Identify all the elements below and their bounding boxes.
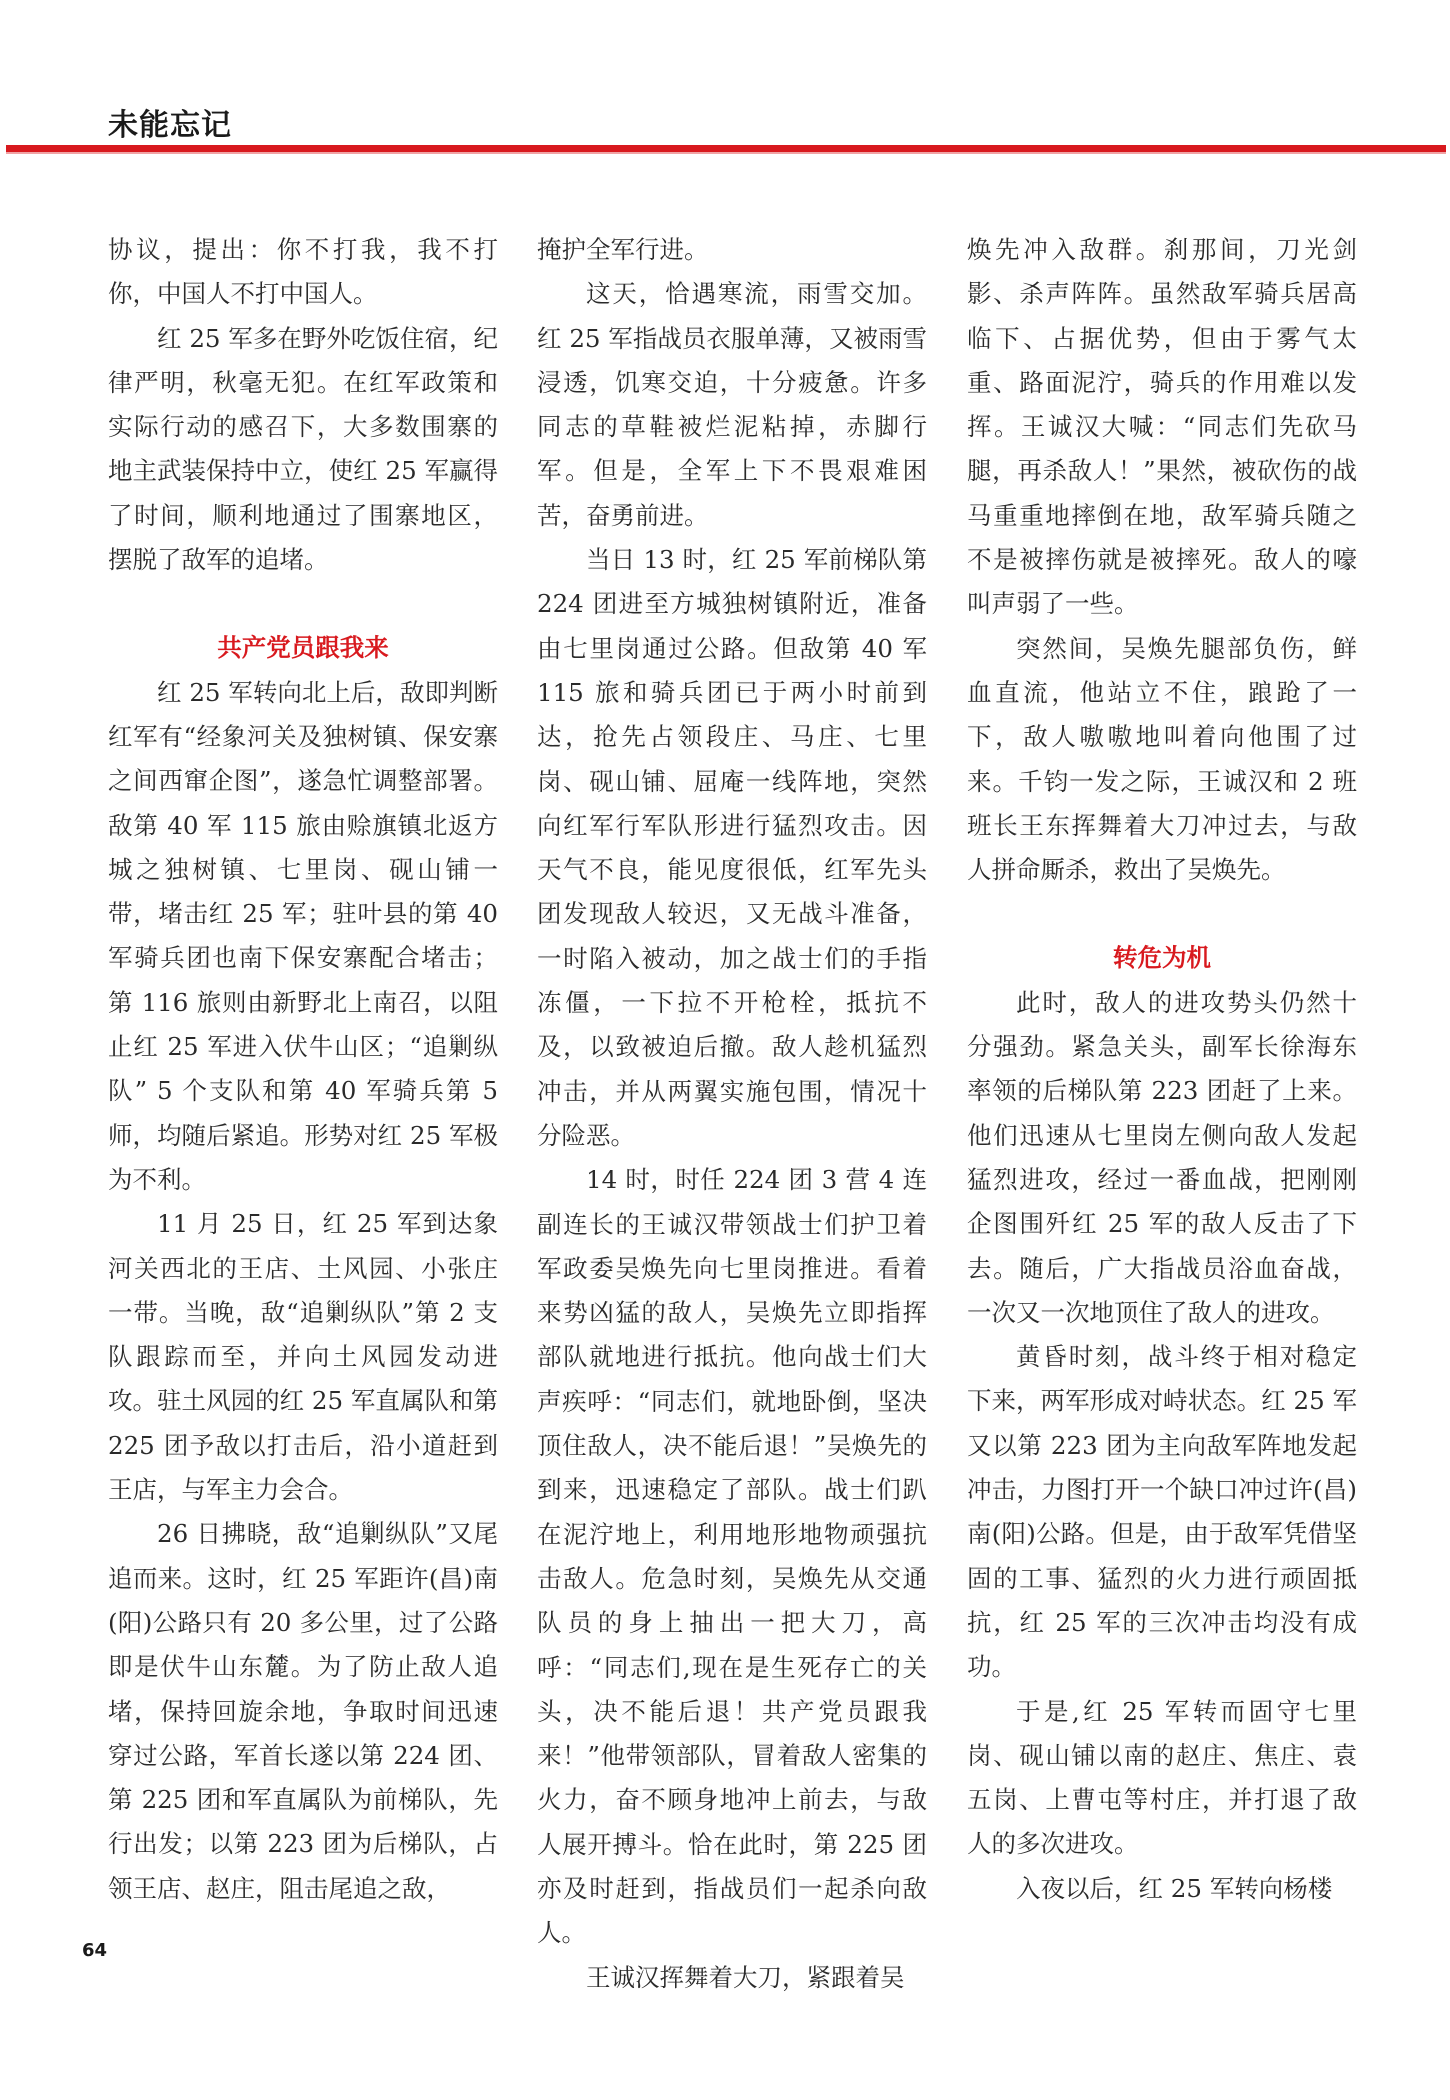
body-paragraph: 入夜以后，红 25 军转向杨楼 xyxy=(1016,1873,1333,1903)
body-paragraph: 此时，敌人的进攻势头仍然十分强劲。紧急关头，副军长徐海东率领的后梯队第 223 团赶了上来。他们迅速从七里岗左侧向敌人发起猛烈进攻，经过一番血战，把刚刚企图围歼红 25 军的敌人反击了下去。随后，广大指战员浴血奋战，一次又一次地顶住了敌人的进攻。 xyxy=(967,987,1357,1327)
body-paragraph: 14 时，时任 224 团 3 营 4 连副连长的王诚汉带领战士们护卫着军政委吴焕先向七里岗推进。看着来势凶猛的敌人，吴焕先立即指挥部队就地进行抵抗。他向战士们大声疾呼：“同志们，就地卧倒，坚决顶住敌人，决不能后退！”吴焕先的到来，迅速稳定了部队。战士们趴在泥泞地上，利用地形地物顽强抗击敌人。危急时刻，吴焕先从交通队员的身上抽出一把大刀，高呼：“同志们,现在是生死存亡的关头，决不能后退！共产党员跟我来！”他带领部队，冒着敌人密集的火力，奋不顾身地冲上前去，与敌人展开搏斗。恰在此时，第 225 团亦及时赶到，指战员们一起杀向敌人。 xyxy=(537,1165,927,1948)
header-rule xyxy=(6,145,1446,152)
body-paragraph: 突然间，吴焕先腿部负伤，鲜血直流，他站立不住，踉跄了一下，敌人嗷嗷地叫着向他围了过来。千钧一发之际，王诚汉和 2 班班长王东挥舞着大刀冲过去，与敌人拼命厮杀，救出了吴焕先。 xyxy=(967,633,1357,885)
body-paragraph: 掩护全军行进。 xyxy=(537,235,709,264)
body-paragraph: 王诚汉挥舞着大刀，紧跟着吴 xyxy=(586,1962,905,1992)
body-paragraph: 红 25 军转向北上后，敌即判断红军有“经象河关及独树镇、保安寨之间西窜企图”，遂急忙调整部署。敌第 40 军 115 旅由赊旗镇北返方城之独树镇、七里岗、砚山铺一带，堵击红 25 军；驻叶县的第 40 军骑兵团也南下保安寨配合堵击；第 116 旅则由新野北上南召，以阻止红 25 军进入伏牛山区；“追剿纵队” 5 个支队和第 40 军骑兵第 5 师，均随后紧追。形势对红 25 军极为不利。 xyxy=(108,677,498,1194)
section-heading: 共产党员跟我来 xyxy=(217,633,389,663)
body-paragraph: 26 日拂晓，敌“追剿纵队”又尾追而来。这时，红 25 军距许(昌)南(阳)公路只有 20 多公里，过了公路即是伏牛山东麓。为了防止敌人追堵，保持回旋余地，争取时间迅速穿过公路，军首长遂以第 224 团、第 225 团和军直属队为前梯队，先行出发；以第 223 团为后梯队，占领王店、赵庄，阻击尾追之敌， xyxy=(108,1519,498,1903)
body-paragraph: 这天，恰遇寒流，雨雪交加。红 25 军指战员衣服单薄，又被雨雪浸透，饥寒交迫，十分疲惫。许多同志的草鞋被烂泥粘掉，赤脚行军。但是，全军上下不畏艰难困苦，奋勇前进。 xyxy=(537,279,927,530)
header-title: 未能忘记 xyxy=(108,108,232,143)
header-rule-shadow xyxy=(6,152,1446,154)
text-column-2 xyxy=(537,228,927,2000)
text-column-1 xyxy=(108,228,498,1911)
section-heading: 转危为机 xyxy=(1113,943,1211,973)
body-paragraph: 当日 13 时，红 25 军前梯队第 224 团进至方城独树镇附近，准备由七里岗通过公路。但敌第 40 军 115 旅和骑兵团已于两小时前到达，抢先占领段庄、马庄、七里岗、砚山铺、屈庵一线阵地，突然向红军行军队形进行猛烈攻击。因天气不良，能见度很低，红军先头团发现敌人较迟，又无战斗准备，一时陷入被动，加之战士们的手指冻僵，一下拉不开枪栓，抵抗不及，以致被迫后撤。敌人趁机猛烈冲击，并从两翼实施包围，情况十分险恶。 xyxy=(537,545,927,1150)
body-paragraph: 11 月 25 日，红 25 军到达象河关西北的王店、土风园、小张庄一带。当晚，敌“追剿纵队”第 2 支队跟踪而至，并向土风园发动进攻。驻土风园的红 25 军直属队和第 225 团予敌以打击后，沿小道赶到王店，与军主力会合。 xyxy=(108,1209,498,1505)
text-column-3 xyxy=(967,228,1357,1911)
body-paragraph: 焕先冲入敌群。刹那间，刀光剑影、杀声阵阵。虽然敌军骑兵居高临下、占据优势，但由于雾气太重、路面泥泞，骑兵的作用难以发挥。王诚汉大喊：“同志们先砍马腿，再杀敌人！”果然，被砍伤的战马重重地摔倒在地，敌军骑兵随之不是被摔伤就是被摔死。敌人的嚎叫声弱了一些。 xyxy=(967,235,1357,619)
body-paragraph: 协议，提出：你不打我，我不打你，中国人不打中国人。 xyxy=(108,235,498,309)
body-paragraph: 黄昏时刻，战斗终于相对稳定下来，两军形成对峙状态。红 25 军又以第 223 团为主向敌军阵地发起冲击，力图打开一个缺口冲过许(昌)南(阳)公路。但是，由于敌军凭借坚固的工事、猛烈的火力进行顽固抵抗，红 25 军的三次冲击均没有成功。 xyxy=(967,1342,1357,1682)
body-paragraph: 于是,红 25 军转而固守七里岗、砚山铺以南的赵庄、焦庄、袁五岗、上曹屯等村庄，并打退了敌人的多次进攻。 xyxy=(967,1696,1357,1859)
page-number: 64 xyxy=(82,1940,108,1961)
body-paragraph: 红 25 军多在野外吃饭住宿，纪律严明，秋毫无犯。在红军政策和实际行动的感召下，大多数围寨的地主武装保持中立，使红 25 军赢得了时间，顺利地通过了围寨地区，摆脱了敌军的追堵。 xyxy=(108,323,498,575)
